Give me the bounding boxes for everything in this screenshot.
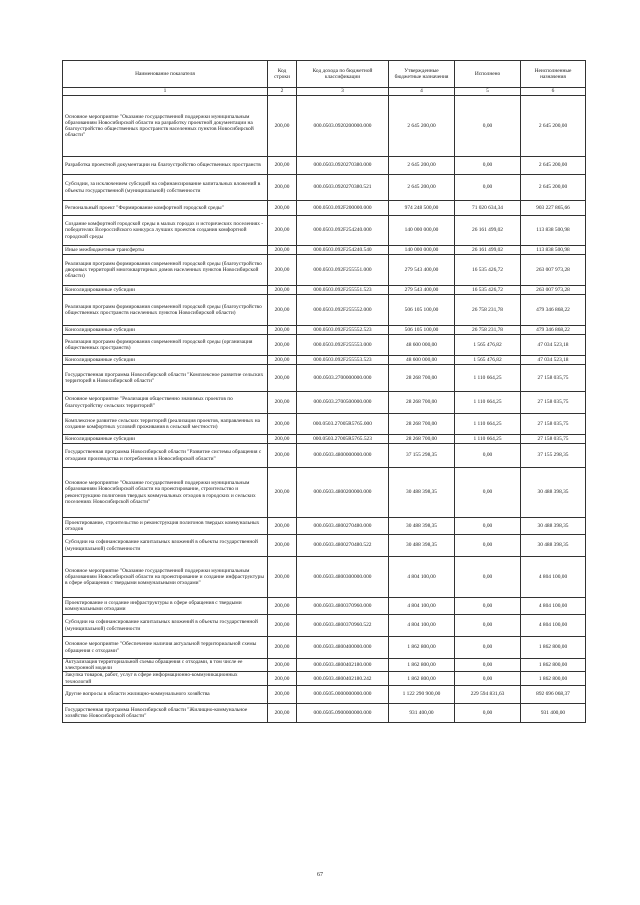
row-line-code-cell: 200,00 <box>268 392 297 414</box>
row-name-cell: Комплексное развитие сельских территорий (реализация проектов, направленных на создание комфортных условий проживания в сельской местности) <box>63 414 268 435</box>
row-line-code-cell: 200,00 <box>268 335 297 356</box>
row-line-code-cell: 200,00 <box>268 557 297 598</box>
header-unexecuted: Неисполненные назначения <box>521 61 586 88</box>
table-row <box>63 157 586 175</box>
row-line-code-cell: 200,00 <box>268 535 297 557</box>
row-name-cell: Проектирование и создание инфраструктуры в сфере обращения с твердыми коммунальными отходами <box>63 598 268 615</box>
row-income-code-cell: 000.0503.4800200000.000 <box>297 468 389 518</box>
page-number: 67 <box>317 872 323 878</box>
row-income-code-cell: 000.0503.4800402180.242 <box>297 672 389 685</box>
row-executed-cell: 16 535 426,72 <box>455 255 521 286</box>
row-unexecuted-cell: 47 034 523,18 <box>521 356 586 365</box>
table-row <box>63 615 586 637</box>
row-approved-cell: 4 804 100,00 <box>389 615 455 637</box>
row-executed-cell: 16 535 426,72 <box>455 286 521 295</box>
column-number: 2 <box>268 88 297 96</box>
row-unexecuted-cell: 27 158 035,75 <box>521 435 586 444</box>
row-approved-cell: 4 804 100,00 <box>389 557 455 598</box>
row-unexecuted-cell: 4 804 100,00 <box>521 557 586 598</box>
row-approved-cell: 48 600 000,00 <box>389 335 455 356</box>
row-unexecuted-cell: 113 838 500,98 <box>521 216 586 246</box>
table-body <box>63 96 586 723</box>
row-line-code-cell: 200,00 <box>268 703 297 722</box>
row-name-cell: Создание комфортной городской среды в малых городах и исторических поселениях - победителях Всероссийского конкурса лучших проектов создания комфортной городской среды <box>63 216 268 246</box>
row-approved-cell: 506 105 100,00 <box>389 326 455 335</box>
row-approved-cell: 37 155 298,35 <box>389 444 455 468</box>
table-row <box>63 175 586 201</box>
row-unexecuted-cell: 113 838 500,98 <box>521 246 586 255</box>
row-income-code-cell: 000.0503.27005R5765.000 <box>297 414 389 435</box>
row-executed-cell: 0,00 <box>455 659 521 672</box>
row-line-code-cell: 200,00 <box>268 637 297 659</box>
header-executed: Исполнено <box>455 61 521 88</box>
row-unexecuted-cell: 27 158 035,75 <box>521 365 586 392</box>
row-approved-cell: 506 105 100,00 <box>389 295 455 326</box>
row-income-code-cell: 000.0503.27005R5765.523 <box>297 435 389 444</box>
table-row <box>63 659 586 672</box>
table-row <box>63 392 586 414</box>
row-unexecuted-cell: 1 862 800,00 <box>521 659 586 672</box>
table-row <box>63 468 586 518</box>
row-line-code-cell: 200,00 <box>268 444 297 468</box>
row-line-code-cell: 200,00 <box>268 326 297 335</box>
row-executed-cell: 0,00 <box>455 518 521 535</box>
row-unexecuted-cell: 47 034 523,18 <box>521 335 586 356</box>
row-unexecuted-cell: 4 804 100,00 <box>521 598 586 615</box>
row-approved-cell: 30 488 398,35 <box>389 535 455 557</box>
row-approved-cell: 140 000 000,00 <box>389 216 455 246</box>
row-income-code-cell: 000.0503.2700000000.000 <box>297 365 389 392</box>
row-income-code-cell: 000.0503.4800370960.000 <box>297 598 389 615</box>
row-executed-cell: 0,00 <box>455 175 521 201</box>
row-line-code-cell: 200,00 <box>268 201 297 216</box>
row-unexecuted-cell: 903 227 865,66 <box>521 201 586 216</box>
row-line-code-cell: 200,00 <box>268 286 297 295</box>
table-row <box>63 637 586 659</box>
row-line-code-cell: 200,00 <box>268 672 297 685</box>
row-approved-cell: 1 862 800,00 <box>389 637 455 659</box>
row-approved-cell: 1 862 800,00 <box>389 659 455 672</box>
table-row <box>63 444 586 468</box>
row-name-cell: Консолидированные субсидии <box>63 326 268 335</box>
row-income-code-cell: 000.0503.092F255553.523 <box>297 356 389 365</box>
row-unexecuted-cell: 892 696 068,37 <box>521 685 586 703</box>
row-line-code-cell: 200,00 <box>268 365 297 392</box>
row-approved-cell: 2 645 200,00 <box>389 175 455 201</box>
row-income-code-cell: 000.0503.092F255552.000 <box>297 295 389 326</box>
row-approved-cell: 279 543 400,00 <box>389 286 455 295</box>
row-line-code-cell: 200,00 <box>268 615 297 637</box>
row-executed-cell: 71 020 634,34 <box>455 201 521 216</box>
row-line-code-cell: 200,00 <box>268 246 297 255</box>
row-name-cell: Субсидии на софинансирование капитальных вложений в объекты государственной (муниципальной) собственности <box>63 535 268 557</box>
row-income-code-cell: 000.0503.4800000000.000 <box>297 444 389 468</box>
row-executed-cell: 0,00 <box>455 444 521 468</box>
row-unexecuted-cell: 30 488 398,35 <box>521 468 586 518</box>
row-approved-cell: 974 248 500,00 <box>389 201 455 216</box>
row-unexecuted-cell: 27 158 035,75 <box>521 392 586 414</box>
row-executed-cell: 26 758 231,78 <box>455 295 521 326</box>
row-line-code-cell: 200,00 <box>268 356 297 365</box>
table-row <box>63 598 586 615</box>
row-approved-cell: 48 600 000,00 <box>389 356 455 365</box>
row-executed-cell: 229 594 831,63 <box>455 685 521 703</box>
row-income-code-cell: 000.0503.2700500000.000 <box>297 392 389 414</box>
table-row <box>63 216 586 246</box>
table-row <box>63 557 586 598</box>
row-income-code-cell: 000.0503.092F255553.000 <box>297 335 389 356</box>
row-name-cell: Государственная программа Новосибирской области "Жилищно-коммунальное хозяйство Новосибирской области" <box>63 703 268 722</box>
row-executed-cell: 0,00 <box>455 598 521 615</box>
header-row <box>63 61 586 88</box>
table-row <box>63 335 586 356</box>
row-unexecuted-cell: 479 346 868,22 <box>521 295 586 326</box>
row-income-code-cell: 000.0503.4800400000.000 <box>297 637 389 659</box>
row-approved-cell: 28 268 700,00 <box>389 392 455 414</box>
row-approved-cell: 931 400,00 <box>389 703 455 722</box>
table-row <box>63 535 586 557</box>
row-executed-cell: 1 110 664,25 <box>455 435 521 444</box>
table-row <box>63 295 586 326</box>
row-income-code-cell: 000.0503.092F200000.000 <box>297 201 389 216</box>
row-line-code-cell: 200,00 <box>268 96 297 157</box>
row-executed-cell: 1 110 664,25 <box>455 414 521 435</box>
row-executed-cell: 1 565 476,82 <box>455 356 521 365</box>
column-number: 1 <box>63 88 268 96</box>
row-unexecuted-cell: 30 488 398,35 <box>521 518 586 535</box>
row-executed-cell: 26 161 499,02 <box>455 246 521 255</box>
column-number: 5 <box>455 88 521 96</box>
row-income-code-cell: 000.0503.092F255551.000 <box>297 255 389 286</box>
row-name-cell: Проектирование, строительство и реконструкция полигонов твердых коммунальных отходов <box>63 518 268 535</box>
row-line-code-cell: 200,00 <box>268 659 297 672</box>
row-income-code-cell: 000.0503.092F255551.523 <box>297 286 389 295</box>
row-name-cell: Реализация программ формирования современной городской среды (благоустройство общественных пространств населенных пунктов Новосибирской области) <box>63 295 268 326</box>
budget-table <box>62 60 586 723</box>
row-unexecuted-cell: 263 007 973,28 <box>521 255 586 286</box>
row-line-code-cell: 200,00 <box>268 414 297 435</box>
row-executed-cell: 1 565 476,82 <box>455 335 521 356</box>
row-line-code-cell: 200,00 <box>268 468 297 518</box>
row-name-cell: Государственная программа Новосибирской области "Комплексное развитие сельских территорий в Новосибирской области" <box>63 365 268 392</box>
row-executed-cell: 0,00 <box>455 703 521 722</box>
table-row <box>63 356 586 365</box>
table-row <box>63 685 586 703</box>
header-indicator-name: Наименование показателя <box>63 61 268 88</box>
table-row <box>63 255 586 286</box>
header-income-code: Код дохода по бюджетной классификации <box>297 61 389 88</box>
row-income-code-cell: 000.0503.092F254240.000 <box>297 216 389 246</box>
table-row <box>63 518 586 535</box>
row-name-cell: Основное мероприятие "Оказание государственной поддержки муниципальным образованиям Новосибирской области на проектирование, строительство и реконструкцию полигонов твердых коммунальных отходов в городских и сельских поселениях Новосибирской области" <box>63 468 268 518</box>
row-name-cell: Реализация программ формирования современной городской среды (организация общественных пространств) <box>63 335 268 356</box>
row-name-cell: Актуализация территориальной схемы обращения с отходами, в том числе ее электронной модели <box>63 659 268 672</box>
row-name-cell: Реализация программ формирования современной городской среды (благоустройство дворовых территорий многоквартирных домов населенных пунктов Новосибирской области) <box>63 255 268 286</box>
row-line-code-cell: 200,00 <box>268 216 297 246</box>
table-row <box>63 435 586 444</box>
row-approved-cell: 4 804 100,00 <box>389 598 455 615</box>
row-name-cell: Консолидированные субсидии <box>63 286 268 295</box>
row-income-code-cell: 000.0503.4800270480.522 <box>297 535 389 557</box>
row-name-cell: Основное мероприятие "Оказание государственной поддержки муниципальным образованиям Новосибирской области на проектирование и создание инфраструктуры в сфере обращения с твердыми коммунальными отходами" <box>63 557 268 598</box>
row-line-code-cell: 200,00 <box>268 518 297 535</box>
row-name-cell: Субсидии, за исключением субсидий на софинансирование капитальных вложений в объекты государственной (муниципальной) собственности <box>63 175 268 201</box>
row-income-code-cell: 000.0503.4800402180.000 <box>297 659 389 672</box>
row-line-code-cell: 200,00 <box>268 175 297 201</box>
row-approved-cell: 2 645 200,00 <box>389 157 455 175</box>
column-number: 6 <box>521 88 586 96</box>
table-row <box>63 365 586 392</box>
row-name-cell: Иные межбюджетные трансферты <box>63 246 268 255</box>
table-row <box>63 703 586 722</box>
row-income-code-cell: 000.0503.0920200000.000 <box>297 96 389 157</box>
row-name-cell: Разработка проектной документации на благоустройство общественных пространств <box>63 157 268 175</box>
row-income-code-cell: 000.0503.4800300000.000 <box>297 557 389 598</box>
row-name-cell: Консолидированные субсидии <box>63 435 268 444</box>
row-income-code-cell: 000.0503.4800270480.000 <box>297 518 389 535</box>
row-approved-cell: 28 268 700,00 <box>389 435 455 444</box>
row-executed-cell: 0,00 <box>455 637 521 659</box>
table-row <box>63 326 586 335</box>
table-row <box>63 414 586 435</box>
row-income-code-cell: 000.0505.0900000000.000 <box>297 703 389 722</box>
header-line-code: Код строки <box>268 61 297 88</box>
row-approved-cell: 28 268 700,00 <box>389 365 455 392</box>
row-income-code-cell: 000.0505.0000000000.000 <box>297 685 389 703</box>
row-executed-cell: 0,00 <box>455 468 521 518</box>
row-executed-cell: 1 110 664,25 <box>455 392 521 414</box>
row-income-code-cell: 000.0503.0920270380.000 <box>297 157 389 175</box>
row-name-cell: Субсидии на софинансирование капитальных вложений в объекты государственной (муниципальной) собственности <box>63 615 268 637</box>
row-line-code-cell: 200,00 <box>268 685 297 703</box>
row-income-code-cell: 000.0503.092F254240.540 <box>297 246 389 255</box>
row-approved-cell: 279 543 400,00 <box>389 255 455 286</box>
row-approved-cell: 30 488 398,35 <box>389 468 455 518</box>
row-unexecuted-cell: 479 346 868,22 <box>521 326 586 335</box>
row-unexecuted-cell: 2 645 200,00 <box>521 96 586 157</box>
column-number-row <box>63 88 586 96</box>
table-row <box>63 201 586 216</box>
row-approved-cell: 1 862 800,00 <box>389 672 455 685</box>
row-name-cell: Другие вопросы в области жилищно-коммунального хозяйства <box>63 685 268 703</box>
header-approved: Утвержденные бюджетные назначения <box>389 61 455 88</box>
table-row <box>63 672 586 685</box>
row-unexecuted-cell: 1 862 800,00 <box>521 637 586 659</box>
row-name-cell: Основное мероприятие "Обеспечение наличия актуальной территориальной схемы обращения с отходами" <box>63 637 268 659</box>
row-executed-cell: 0,00 <box>455 535 521 557</box>
row-executed-cell: 26 758 231,78 <box>455 326 521 335</box>
row-executed-cell: 0,00 <box>455 557 521 598</box>
row-approved-cell: 2 645 200,00 <box>389 96 455 157</box>
row-executed-cell: 0,00 <box>455 96 521 157</box>
row-executed-cell: 0,00 <box>455 672 521 685</box>
row-name-cell: Консолидированные субсидии <box>63 356 268 365</box>
row-line-code-cell: 200,00 <box>268 598 297 615</box>
row-name-cell: Региональный проект "Формирование комфортной городской среды" <box>63 201 268 216</box>
row-executed-cell: 0,00 <box>455 615 521 637</box>
row-unexecuted-cell: 1 862 800,00 <box>521 672 586 685</box>
budget-execution-report <box>62 60 585 723</box>
row-name-cell: Государственная программа Новосибирской области "Развитие системы обращения с отходами производства и потребления в Новосибирской области" <box>63 444 268 468</box>
column-number: 3 <box>297 88 389 96</box>
row-executed-cell: 0,00 <box>455 157 521 175</box>
row-unexecuted-cell: 27 158 035,75 <box>521 414 586 435</box>
row-unexecuted-cell: 2 645 200,00 <box>521 157 586 175</box>
row-unexecuted-cell: 2 645 200,00 <box>521 175 586 201</box>
row-unexecuted-cell: 931 400,00 <box>521 703 586 722</box>
row-line-code-cell: 200,00 <box>268 255 297 286</box>
row-approved-cell: 140 000 000,00 <box>389 246 455 255</box>
row-name-cell: Закупка товаров, работ, услуг в сфере информационно-коммуникационных технологий <box>63 672 268 685</box>
row-unexecuted-cell: 37 155 298,35 <box>521 444 586 468</box>
table-row <box>63 96 586 157</box>
row-income-code-cell: 000.0503.092F255552.523 <box>297 326 389 335</box>
row-executed-cell: 1 110 664,25 <box>455 365 521 392</box>
row-name-cell: Основное мероприятие "Оказание государственной поддержки муниципальным образованиям Новосибирской области на разработку проектной документации на благоустройство общественных пространств населенных пунктов Новосибирской области" <box>63 96 268 157</box>
row-approved-cell: 1 122 290 900,00 <box>389 685 455 703</box>
table-row <box>63 246 586 255</box>
row-unexecuted-cell: 263 007 973,28 <box>521 286 586 295</box>
row-approved-cell: 28 268 700,00 <box>389 414 455 435</box>
row-executed-cell: 26 161 499,02 <box>455 216 521 246</box>
table-row <box>63 286 586 295</box>
row-income-code-cell: 000.0503.4800370960.522 <box>297 615 389 637</box>
row-line-code-cell: 200,00 <box>268 157 297 175</box>
row-approved-cell: 30 488 398,35 <box>389 518 455 535</box>
row-income-code-cell: 000.0503.0920270380.521 <box>297 175 389 201</box>
column-number: 4 <box>389 88 455 96</box>
row-unexecuted-cell: 4 804 100,00 <box>521 615 586 637</box>
row-name-cell: Основное мероприятие "Реализация общественно значимых проектов по благоустройству сельских территорий" <box>63 392 268 414</box>
row-unexecuted-cell: 30 488 398,35 <box>521 535 586 557</box>
row-line-code-cell: 200,00 <box>268 295 297 326</box>
row-line-code-cell: 200,00 <box>268 435 297 444</box>
